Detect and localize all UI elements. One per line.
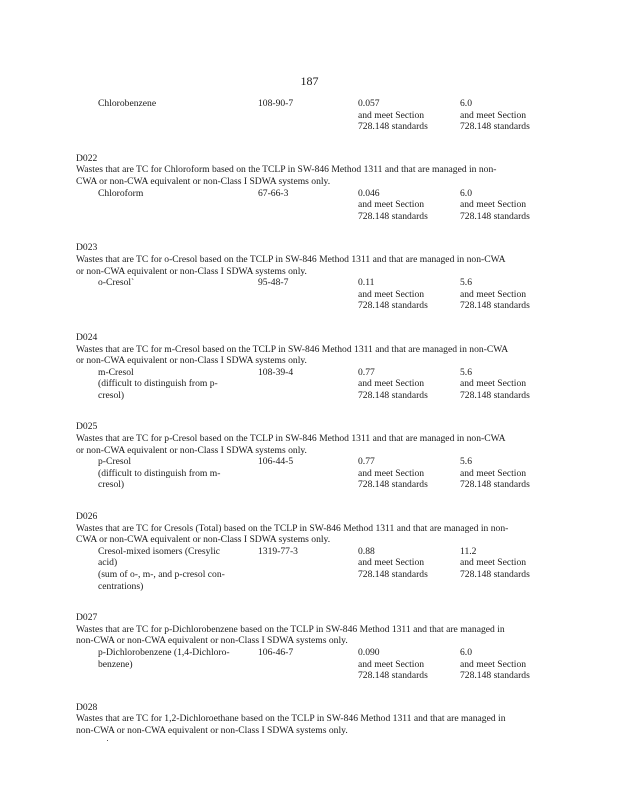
nonwastewater-standard: 728.148 standards	[460, 389, 530, 401]
table-row	[76, 110, 546, 122]
table-row	[76, 468, 546, 480]
nonwastewater-standard: and meet Section	[460, 288, 527, 300]
waste-code-section	[76, 153, 546, 223]
cas-number: 1319-77-3	[258, 545, 298, 557]
cas-number: 108-90-7	[258, 98, 294, 109]
table-row	[76, 569, 546, 581]
constituent-name: (sum of o-, m-, and p-cresol con-	[98, 569, 225, 580]
nonwastewater-standard: 728.148 standards	[460, 569, 530, 580]
nonwastewater-standard: 6.0	[460, 98, 472, 109]
constituent-name: Cresol-mixed isomers (Cresylic	[98, 545, 221, 557]
table-entry	[76, 546, 546, 592]
constituent-name: Chlorobenzene	[98, 98, 157, 109]
cas-number: 67-66-3	[258, 187, 289, 199]
wastewater-standard: and meet Section	[358, 557, 425, 569]
nonwastewater-standard: and meet Section	[460, 109, 527, 121]
constituent-name: Chloroform	[98, 187, 144, 199]
nonwastewater-standard: 6.0	[460, 187, 472, 199]
waste-code-section	[76, 421, 546, 491]
nonwastewater-standard: 5.6	[460, 456, 472, 468]
constituent-name: (difficult to distinguish from m-	[98, 467, 221, 479]
table-row	[76, 647, 546, 659]
wastewater-standard: 728.148 standards	[358, 569, 428, 580]
wastewater-standard: 728.148 standards	[358, 121, 428, 133]
table-row	[76, 121, 546, 133]
nonwastewater-standard: and meet Section	[460, 378, 527, 390]
cas-number: 106-46-7	[258, 646, 294, 658]
table-row	[76, 581, 546, 593]
page-number: 187	[300, 74, 319, 88]
waste-code: D023	[76, 242, 98, 254]
waste-description-line: Wastes that are TC for p-Cresol based on the TCLP in SW-846 Method 1311 and that are managed in non-CWA	[76, 433, 506, 445]
table-row	[76, 98, 546, 110]
constituent-name: (difficult to distinguish from p-	[98, 378, 218, 390]
table-row	[76, 546, 546, 558]
waste-code: D028	[76, 701, 98, 713]
waste-description-line: non-CWA or non-CWA equivalent or non-Class I SDWA systems only.	[76, 724, 348, 736]
waste-description-line: Wastes that are TC for Cresols (Total) based on the TCLP in SW-846 Method 1311 and that are managed in non-	[76, 522, 509, 534]
document-body	[76, 98, 546, 737]
waste-description-line: or non-CWA equivalent or non-Class I SDWA systems only.	[76, 265, 307, 277]
table-entry	[76, 188, 546, 223]
table-entry	[76, 647, 546, 682]
waste-code: D024	[76, 331, 98, 343]
wastewater-standard: 0.77	[358, 366, 375, 378]
nonwastewater-standard: 5.6	[460, 366, 472, 378]
wastewater-standard: and meet Section	[358, 199, 425, 211]
table-row	[76, 390, 546, 402]
wastewater-standard: 0.046	[358, 187, 380, 199]
table-row	[76, 211, 546, 223]
nonwastewater-standard: 5.6	[460, 277, 472, 289]
table-row	[76, 300, 546, 312]
cas-number: 95-48-7	[258, 277, 289, 289]
wastewater-standard: and meet Section	[358, 378, 425, 390]
table-row	[76, 277, 546, 289]
waste-description-line: CWA or non-CWA equivalent or non-Class I SDWA systems only.	[76, 534, 331, 546]
nonwastewater-standard: 728.148 standards	[460, 210, 530, 222]
table-entry	[76, 98, 546, 133]
wastewater-standard: 728.148 standards	[358, 300, 428, 312]
waste-code-section	[76, 511, 546, 592]
wastewater-standard: 0.11	[358, 277, 375, 289]
waste-description-line: non-CWA or non-CWA equivalent or non-Class I SDWA systems only.	[76, 635, 348, 647]
table-row	[76, 289, 546, 301]
nonwastewater-standard: 728.148 standards	[460, 670, 530, 682]
waste-description-line: Wastes that are TC for 1,2-Dichloroethane based on the TCLP in SW-846 Method 1311 and that are managed in	[76, 713, 506, 725]
table-row	[76, 670, 546, 682]
cas-number: 106-44-5	[258, 456, 294, 468]
wastewater-standard: and meet Section	[358, 288, 425, 300]
cas-number: 108-39-4	[258, 366, 294, 378]
nonwastewater-standard: 728.148 standards	[460, 300, 530, 312]
nonwastewater-standard: 11.2	[460, 545, 477, 557]
waste-description-line: Wastes that are TC for o-Cresol based on the TCLP in SW-846 Method 1311 and that are managed in non-CWA	[76, 253, 506, 265]
wastewater-standard: and meet Section	[358, 109, 425, 121]
constituent-name: cresol)	[98, 389, 125, 401]
table-entry	[76, 277, 546, 312]
constituent-name: centrations)	[98, 580, 144, 592]
constituent-name: m-Cresol	[98, 366, 134, 378]
wastewater-standard: 0.057	[358, 98, 380, 109]
wastewater-standard: and meet Section	[358, 658, 425, 670]
waste-description-line: or non-CWA equivalent or non-Class I SDWA systems only.	[76, 355, 307, 367]
table-row	[76, 659, 546, 671]
wastewater-standard: 0.88	[358, 545, 375, 557]
nonwastewater-standard: 728.148 standards	[460, 121, 530, 133]
waste-code: D022	[76, 152, 98, 164]
waste-code: D027	[76, 612, 98, 624]
constituent-name: o-Cresol`	[98, 277, 135, 289]
constituent-name: benzene)	[98, 658, 133, 670]
table-row	[76, 188, 546, 200]
wastewater-standard: 728.148 standards	[358, 210, 428, 222]
nonwastewater-standard: and meet Section	[460, 557, 527, 569]
nonwastewater-standard: 728.148 standards	[460, 479, 530, 491]
table-entry	[76, 367, 546, 402]
table-row	[76, 378, 546, 390]
waste-description-line: Wastes that are TC for Chloroform based on the TCLP in SW-846 Method 1311 and that are managed in non-	[76, 164, 497, 176]
table-row	[76, 199, 546, 211]
wastewater-standard: and meet Section	[358, 467, 425, 479]
waste-description-line: or non-CWA equivalent or non-Class I SDWA systems only.	[76, 444, 307, 456]
nonwastewater-standard: 6.0	[460, 646, 472, 658]
waste-description-line: Wastes that are TC for p-Dichlorobenzene based on the TCLP in SW-846 Method 1311 and that are managed in	[76, 623, 505, 635]
wastewater-standard: 0.090	[358, 646, 380, 658]
wastewater-standard: 0.77	[358, 456, 375, 468]
waste-code-section	[76, 702, 546, 737]
constituent-name: p-Dichlorobenzene (1,4-Dichloro-	[98, 646, 230, 658]
waste-code-section	[76, 332, 546, 402]
nonwastewater-standard: and meet Section	[460, 467, 527, 479]
table-row	[76, 557, 546, 569]
table-entry	[76, 456, 546, 491]
waste-code-section	[76, 242, 546, 312]
nonwastewater-standard: and meet Section	[460, 658, 527, 670]
nonwastewater-standard: and meet Section	[460, 199, 527, 211]
footer-mark	[107, 740, 108, 741]
waste-code-section	[76, 612, 546, 682]
waste-code: D025	[76, 421, 98, 433]
waste-description-line: Wastes that are TC for m-Cresol based on the TCLP in SW-846 Method 1311 and that are managed in non-CWA	[76, 343, 509, 355]
waste-code: D026	[76, 511, 98, 523]
wastewater-standard: 728.148 standards	[358, 670, 428, 682]
waste-description-line: CWA or non-CWA equivalent or non-Class I SDWA systems only.	[76, 175, 331, 187]
table-row	[76, 479, 546, 491]
constituent-name: cresol)	[98, 479, 125, 491]
constituent-name: p-Cresol	[98, 456, 132, 468]
constituent-name: acid)	[98, 557, 118, 569]
table-row	[76, 456, 546, 468]
wastewater-standard: 728.148 standards	[358, 479, 428, 491]
table-row	[76, 367, 546, 379]
wastewater-standard: 728.148 standards	[358, 389, 428, 401]
